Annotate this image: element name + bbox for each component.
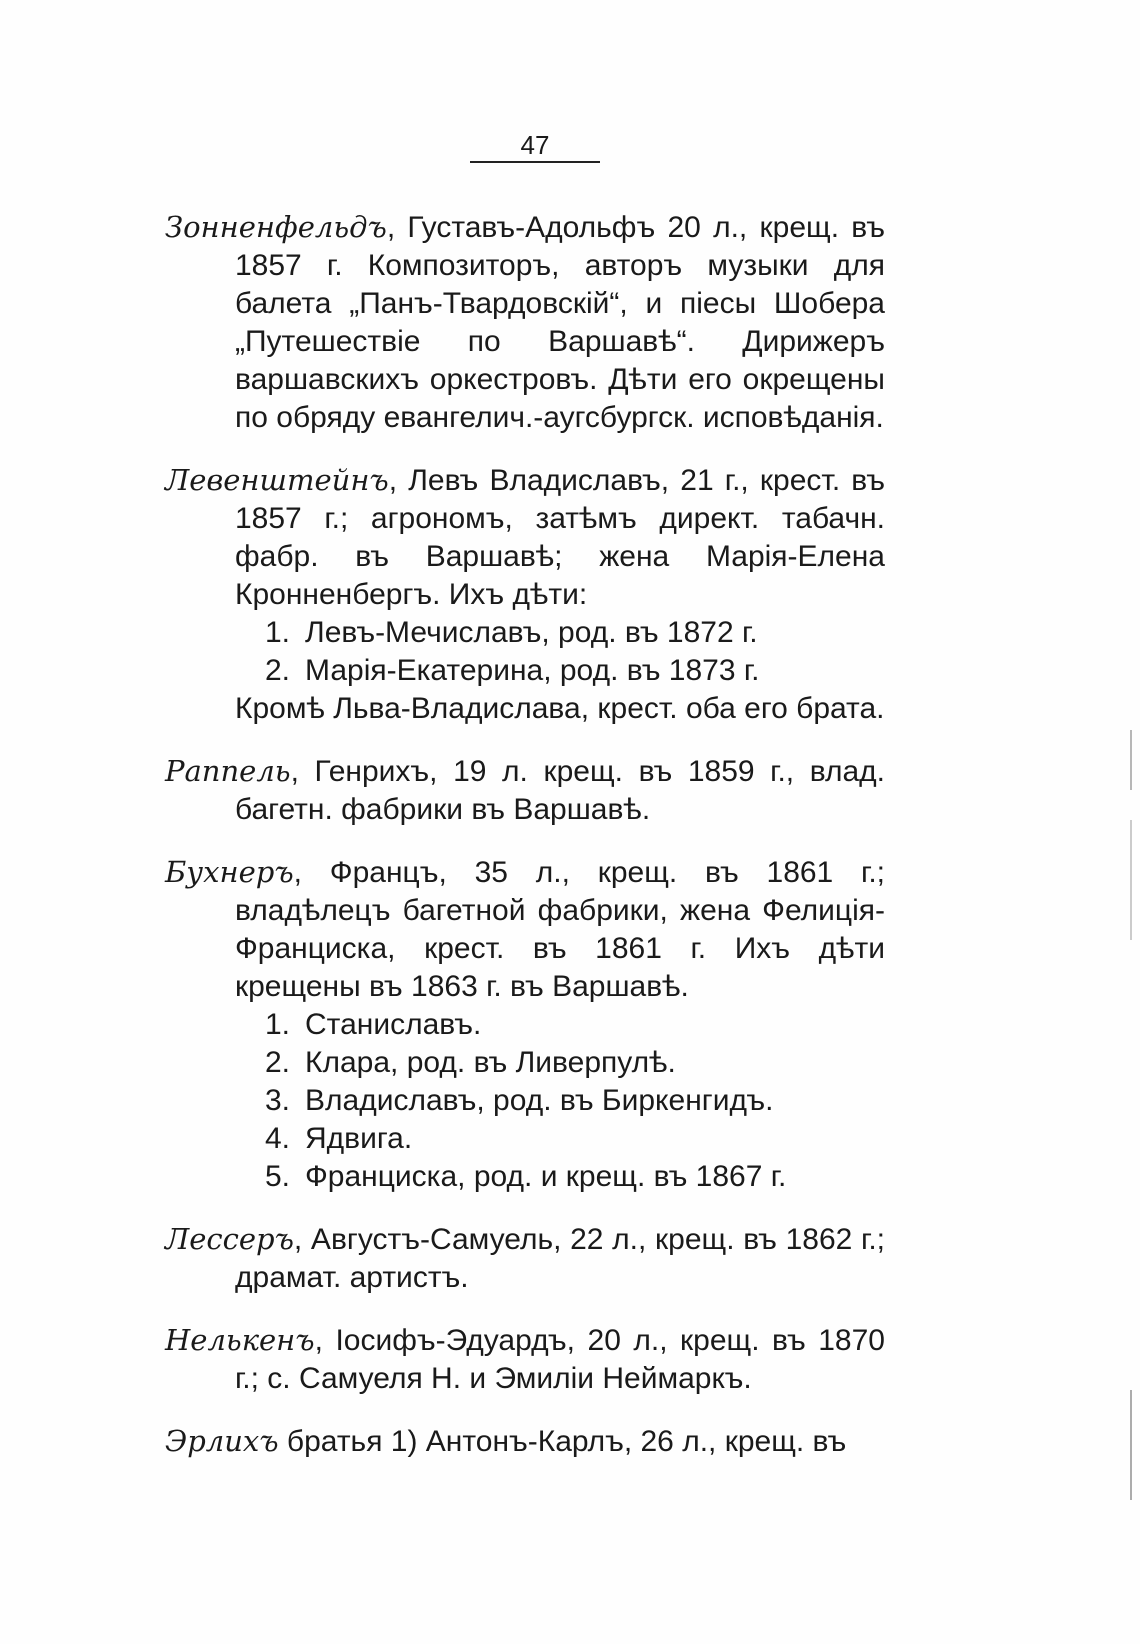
entry-surname: Зонненфельдъ	[165, 210, 387, 244]
entry-surname: Нелькенъ	[165, 1323, 315, 1357]
entry-surname: Левенштейнъ	[165, 463, 389, 497]
list-item-number: 1.	[265, 1008, 291, 1041]
list-item-text: Франциска, род. и крещ. въ 1867 г.	[305, 1160, 787, 1193]
list-item-text: Владиславъ, род. въ Биркенгидъ.	[305, 1084, 774, 1117]
entry-rappel	[165, 752, 885, 829]
entry-nelken	[165, 1321, 885, 1398]
entry-text: , Генрихъ, 19 л. крещ. въ 1859 г., влад. багетн. фабрики въ Варшавѣ.	[235, 755, 885, 826]
entry-text: братья 1) Антонъ-Карлъ, 26 л., крещ. въ	[278, 1425, 847, 1458]
entry-text: , Іосифъ-Эдуардъ, 20 л., крещ. въ 1870 г.; с. Самуеля Н. и Эмиліи Неймаркъ.	[235, 1324, 885, 1395]
entry-text: , Августъ-Самуель, 22 л., крещ. въ 1862 г.; драмат. артистъ.	[235, 1223, 885, 1294]
list-item	[265, 1158, 885, 1196]
entry-text: , Левъ Владиславъ, 21 г., крест. въ 1857 г.; агрономъ, затѣмъ директ. табачн. фабр. въ Варшавѣ; жена Марія-Елена Кронненбергъ. Ихъ дѣти:	[235, 464, 885, 611]
children-list	[235, 614, 885, 690]
entry-note: Кромѣ Льва-Владислава, крест. оба его брата.	[235, 692, 885, 725]
list-item-number: 1.	[265, 616, 291, 649]
list-item	[265, 1120, 885, 1158]
entry-buchner	[165, 853, 885, 1196]
entry-lesser	[165, 1220, 885, 1297]
scan-margin-mark	[1130, 730, 1132, 790]
page-number-rule	[470, 161, 600, 163]
scan-margin-mark	[1130, 1390, 1132, 1500]
list-item-text: Марія-Екатерина, род. въ 1873 г.	[305, 654, 760, 687]
list-item	[265, 1082, 885, 1120]
entry-surname: Бухнеръ	[165, 855, 294, 889]
list-item	[265, 1044, 885, 1082]
entry-sonnenfeld	[165, 208, 885, 437]
entry-text: , Густавъ-Адольфъ 20 л., крещ. въ 1857 г. Композиторъ, авторъ музыки для балета „Панъ-Твардовскій“, и пiесы Шобера „Путешествіе по Варшавѣ“. Дирижеръ варшавскихъ оркестровъ. Дѣти его окрещены по обряду евангелич.-аугсбургск. исповѣданія.	[235, 211, 885, 434]
entry-surname: Лессеръ	[165, 1222, 294, 1256]
list-item-number: 2.	[265, 654, 291, 687]
scan-margin-mark	[1130, 820, 1132, 940]
list-item	[265, 652, 885, 690]
list-item-text: Левъ-Мечиславъ, род. въ 1872 г.	[305, 616, 758, 649]
list-item-text: Ядвига.	[305, 1122, 413, 1155]
list-item-number: 4.	[265, 1122, 291, 1155]
list-item-number: 5.	[265, 1160, 291, 1193]
entry-levenstein	[165, 461, 885, 728]
list-item	[265, 1006, 885, 1044]
list-item-text: Станиславъ.	[305, 1008, 482, 1041]
children-list	[235, 1006, 885, 1196]
list-item	[265, 614, 885, 652]
entry-surname: Эрлихъ	[165, 1424, 279, 1458]
list-item-text: Клара, род. въ Ливерпулѣ.	[305, 1046, 676, 1079]
entry-text: , Францъ, 35 л., крещ. въ 1861 г.; владѣлецъ багетной фабрики, жена Фелиція-Франциска, крест. въ 1861 г. Ихъ дѣти крещены въ 1863 г. въ Варшавѣ.	[235, 856, 885, 1003]
entry-ehrlich	[165, 1422, 885, 1461]
list-item-number: 3.	[265, 1084, 291, 1117]
page-body	[165, 208, 885, 1485]
entry-surname: Раппель	[165, 754, 291, 788]
page-number: 47	[520, 130, 550, 160]
list-item-number: 2.	[265, 1046, 291, 1079]
